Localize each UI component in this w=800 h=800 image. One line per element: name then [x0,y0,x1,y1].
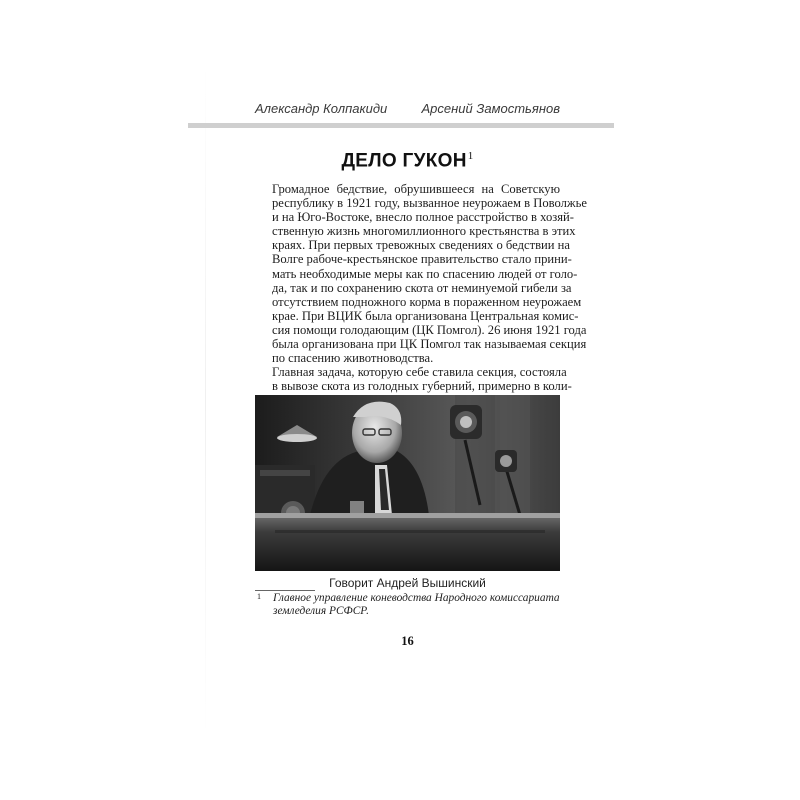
text-line: краях. При первых тревожных сведениях о бедствии на [272,238,571,253]
text-line: ственную жизнь многомиллионного крестьянства в этих [272,224,576,239]
running-head-author-right: Арсений Замостьянов [421,101,560,116]
chapter-title-text: ДЕЛО ГУКОН [341,150,467,172]
text-line: по спасению животноводства. [272,351,434,366]
text-line: отсутствием подножного корма в пораженном неурожаем [272,294,582,309]
text-line: была организована при ЦК Помгол так называемая секция [272,337,587,352]
footnote-mark: 1 [257,592,261,601]
paragraph-1 [255,182,587,366]
text-line: да, так и по сохранению скота от неминуемой гибели за [272,280,572,295]
page-edge-shadow [205,60,206,740]
title-footnote-ref: 1 [467,150,474,162]
text-line: мать необходимые меры как по спасению людей от голо- [272,266,578,281]
text-line: Главная задача, которую себе ставила секция, состояла [272,365,567,380]
running-head [255,101,560,121]
chapter-title [255,150,560,172]
photo-caption: Говорит Андрей Вышинский [329,576,486,590]
speaker-photo-image [255,395,560,571]
body-text [255,182,587,394]
footnote [255,592,560,618]
header-rule [188,123,614,128]
text-line: в вывозе скота из голодных губерний, примерно в коли- [272,379,572,394]
text-line: Волге рабоче-крестьянское правительство стало прини- [272,252,572,267]
running-head-author-left: Александр Колпакиди [255,101,388,116]
speaker-photo [255,395,560,571]
footnote-rule [255,590,315,591]
text-line: крае. При ВЦИК была организована Центральная комис- [272,308,579,323]
footnote-text: Главное управление коневодства Народного комиссариата земледелия РСФСР. [273,592,560,617]
page-number: 16 [401,634,414,648]
text-line: республику в 1921 году, вызванное неурожаем в Поволжье [272,196,587,211]
text-line: Громадное бедствие, обрушившееся на Советскую [272,182,560,196]
text-line: и на Юго-Востоке, внесло полное расстройство в хозяй- [272,210,574,225]
paragraph-2 [255,365,572,394]
text-line: сия помощи голодающим (ЦК Помгол). 26 июня 1921 года [272,322,587,337]
